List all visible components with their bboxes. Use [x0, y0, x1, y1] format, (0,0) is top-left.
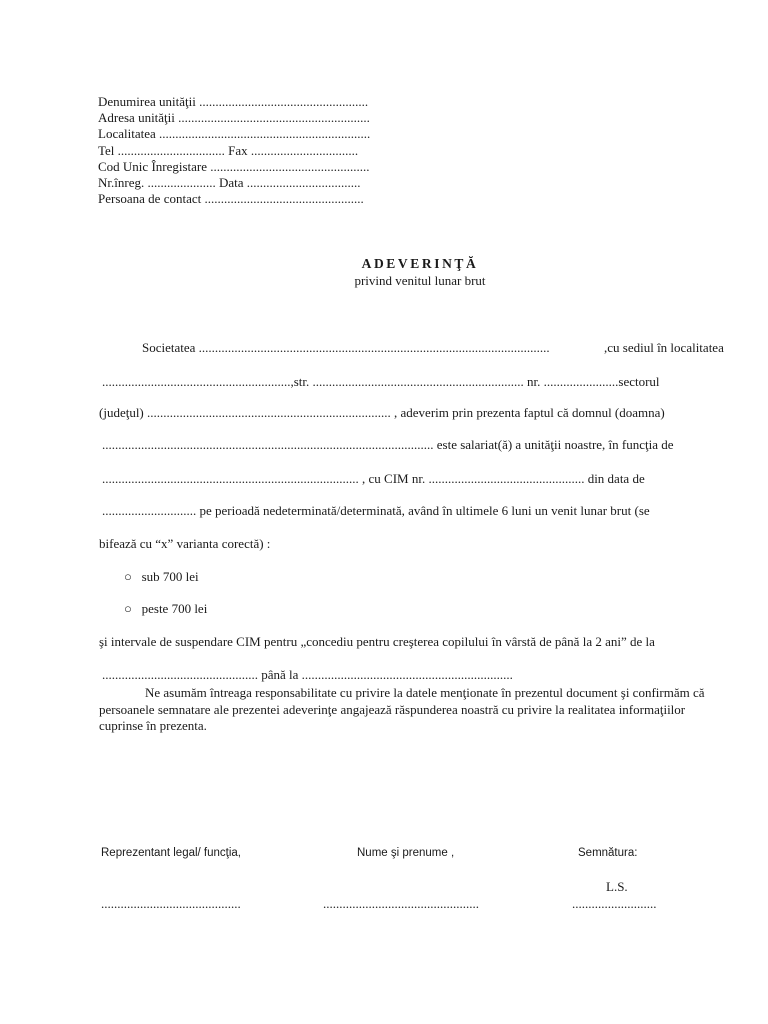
body-line-suspension: şi intervale de suspendare CIM pentru „concediu pentru creşterea copilului în vârstă de până la 2 ani” de la: [99, 634, 655, 649]
seal-placeholder: L.S.: [606, 879, 628, 894]
header-line-contact: Persoana de contact .................................................: [98, 191, 364, 207]
legal-representative-line[interactable]: ...........................................: [101, 896, 241, 911]
document-title: ADEVERINŢĂ: [361, 256, 479, 271]
company-header-block: [98, 94, 370, 207]
header-line-address: Adresa unităţii ...........................................................: [98, 110, 370, 126]
option-over-700[interactable]: [124, 601, 207, 617]
body-line-seat: ,cu sediul în localitatea: [604, 340, 724, 355]
body-line-company: Societatea ............................................................................................................: [142, 340, 550, 355]
body-line-instruction: bifează cu “x” varianta corectă) :: [99, 536, 271, 551]
option-over-700-label: peste 700 lei: [141, 601, 208, 616]
signature-line[interactable]: ..........................: [572, 896, 657, 911]
header-line-locality: Localitatea .................................................................: [98, 126, 371, 142]
option-under-700-label: sub 700 lei: [141, 569, 199, 584]
document-subtitle: privind venitul lunar brut: [354, 273, 486, 288]
body-line-employee: ...................................................................................................... este salariat(ă) a unităţii noastre, în funcţia de: [102, 437, 674, 452]
header-line-cui: Cod Unic Înregistare .................................................: [98, 158, 370, 174]
full-name-line[interactable]: ................................................: [323, 896, 479, 911]
signature-label: Semnătura:: [578, 847, 638, 859]
option-circle-icon: ○: [124, 601, 132, 616]
body-line-interval: ................................................ până la .................................................................: [102, 667, 513, 682]
legal-representative-label: Reprezentant legal/ funcţia,: [101, 847, 242, 859]
header-line-company-name: Denumirea unităţii ....................................................: [98, 94, 369, 109]
option-circle-icon: ○: [124, 569, 132, 584]
full-name-label: Nume şi prenume ,: [357, 847, 455, 859]
option-under-700[interactable]: [124, 569, 199, 585]
body-line-county: (judeţul) ........................................................................... , adeverim prin prezenta faptul că domnul (doamna): [99, 405, 665, 420]
responsibility-paragraph: Ne asumăm întreaga responsabilitate cu privire la datele menţionate în prezentul document şi confirmăm că persoanele semnatare ale prezentei adeverinţe angajează răspunderea noastră cu privire la realitatea informaţiilor cuprinse în prezenta.: [99, 685, 705, 734]
header-line-registration: Nr.înreg. ..................... Data ...................................: [98, 175, 361, 191]
header-line-phone-fax: Tel ................................. Fax .................................: [98, 142, 359, 158]
body-line-period: ............................. pe perioadă nedeterminată/determinată, având în ultimele 6 luni un venit lunar brut (se: [102, 503, 650, 518]
body-line-position: ............................................................................... , cu CIM nr. ................................................ din data de: [102, 471, 645, 486]
body-line-street: ..........................................................,str. ................................................................. nr. .......................sectorul: [102, 374, 660, 389]
